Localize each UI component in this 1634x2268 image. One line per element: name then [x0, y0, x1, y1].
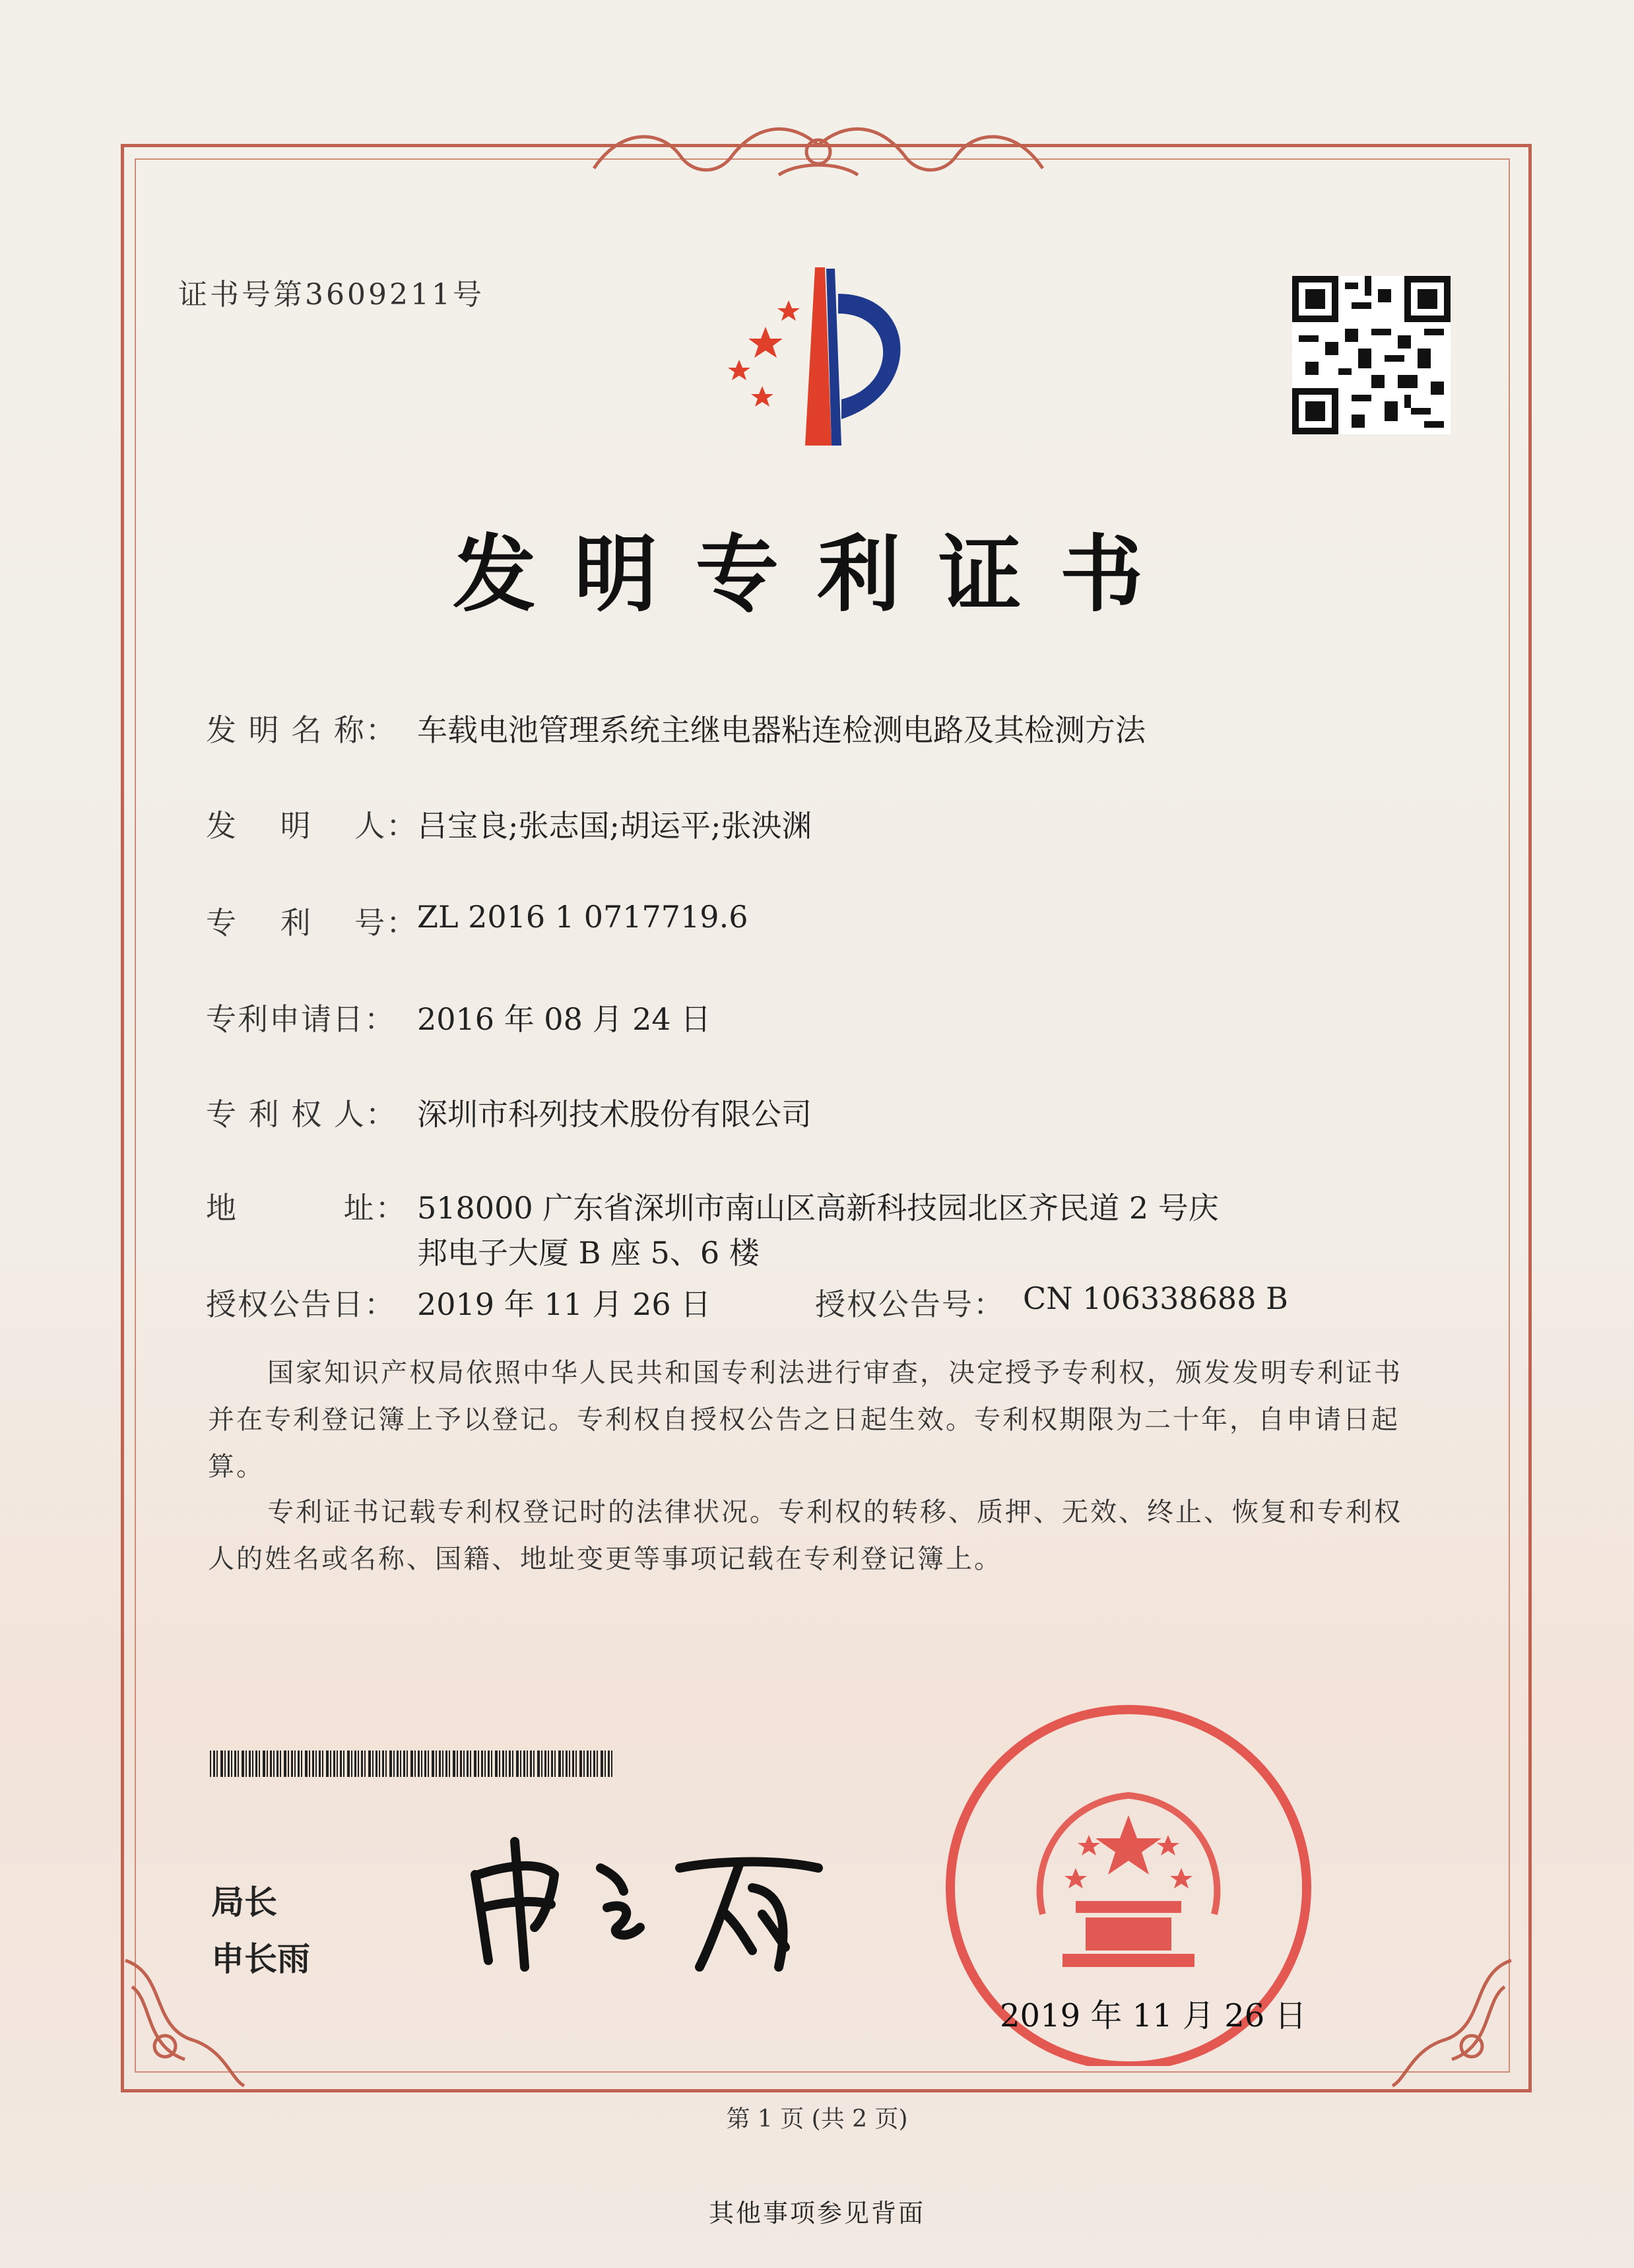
barcode-bar [457, 1751, 458, 1777]
barcode-bar [364, 1751, 366, 1777]
barcode-bar [389, 1751, 392, 1777]
barcode-bar [551, 1751, 553, 1777]
barcode-bar [273, 1751, 275, 1777]
barcode-bar [548, 1751, 549, 1777]
barcode-bar [453, 1751, 455, 1777]
barcode-bar [449, 1751, 450, 1777]
barcode-bar [436, 1751, 437, 1777]
barcode-bar [463, 1751, 465, 1777]
barcode-bar [601, 1751, 603, 1777]
barcode-bar [267, 1751, 268, 1777]
qr-code-icon [1292, 276, 1451, 434]
barcode-bar [428, 1751, 429, 1777]
barcode-bar [572, 1751, 574, 1777]
barcode-bar [277, 1751, 278, 1777]
barcode-bar [245, 1751, 247, 1777]
footer-note: 其他事项参见背面 [708, 2199, 925, 2228]
barcode-bar [238, 1751, 239, 1777]
invention-name-value: 车载电池管理系统主继电器粘连检测电路及其检测方法 [417, 712, 1146, 748]
barcode-bar [213, 1751, 215, 1777]
director-name: 申长雨 [211, 1940, 310, 1978]
barcode-bar [424, 1751, 426, 1777]
barcode-bar [605, 1751, 606, 1777]
address-line-2: 邦电子大厦 B 座 5、6 楼 [417, 1235, 760, 1271]
patent-number-value: ZL 2016 1 0717719.6 [417, 899, 748, 935]
barcode-bar [544, 1751, 546, 1777]
barcode-bar [445, 1751, 447, 1777]
application-date-value: 2016 年 08 月 24 日 [417, 1001, 711, 1037]
top-ornament-icon [581, 116, 1056, 191]
barcode-bar [259, 1751, 260, 1777]
barcode-bar [554, 1751, 556, 1777]
inventors-label: 发 明 人： [206, 808, 418, 844]
barcode-bar [330, 1751, 331, 1777]
barcode-bar [326, 1751, 329, 1777]
barcode-bar [312, 1751, 314, 1777]
page-indicator: 第 1 页 (共 2 页) [726, 2106, 908, 2133]
invention-name-label: 发 明 名 称： [206, 712, 397, 748]
inventors-value: 吕宝良;张志国;胡运平;张泱渊 [417, 808, 812, 844]
barcode-bar [421, 1751, 422, 1777]
barcode-bar [470, 1751, 471, 1777]
barcode-bar [270, 1751, 272, 1777]
barcode-bar [410, 1751, 413, 1777]
barcode-bar [474, 1751, 476, 1777]
barcode-icon [210, 1751, 616, 1777]
corner-ornament-icon [1379, 1947, 1524, 2092]
barcode-bar [527, 1751, 528, 1777]
body-text [208, 1350, 1416, 1490]
body-paragraph-1: 国家知识产权局依照中华人民共和国专利法进行审查，决定授予专利权，颁发发明专利证书并在专利登记簿上予以登记。专利权自授权公告之日起生效。专利权期限为二十年，自申请日起算。 [208, 1358, 1402, 1482]
seal-date: 2019 年 11 月 26 日 [1000, 1997, 1307, 2034]
certificate-number: 证书号第3609211号 [178, 278, 484, 312]
barcode-bar [376, 1751, 377, 1777]
barcode-bar [506, 1751, 507, 1777]
barcode-bar [432, 1751, 434, 1777]
barcode-bar [333, 1751, 335, 1777]
barcode-bar [288, 1751, 289, 1777]
barcode-bar [583, 1751, 585, 1777]
barcode-bar [407, 1751, 408, 1777]
barcode-bar [224, 1751, 226, 1777]
barcode-bar [611, 1751, 612, 1777]
barcode-bar [242, 1751, 244, 1777]
barcode-bar [541, 1751, 542, 1777]
patentee-label: 专 利 权 人： [206, 1096, 397, 1132]
barcode-bar [315, 1751, 317, 1777]
barcode-bar [231, 1751, 232, 1777]
barcode-bar [228, 1751, 230, 1777]
body-paragraph-2: 专利证书记载专利权登记时的法律状况。专利权的转移、质押、无效、终止、恢复和专利权人的姓名或名称、国籍、地址变更等事项记载在专利登记簿上。 [208, 1497, 1402, 1574]
barcode-bar [347, 1751, 350, 1777]
barcode-bar [569, 1751, 570, 1777]
barcode-bar [340, 1751, 342, 1777]
barcode-bar [558, 1751, 561, 1777]
barcode-bar [252, 1751, 253, 1777]
barcode-bar [210, 1751, 211, 1777]
barcode-bar [294, 1751, 296, 1777]
cnipa-logo-icon [700, 261, 937, 452]
barcode-bar [414, 1751, 416, 1777]
barcode-bar [319, 1751, 321, 1777]
barcode-bar [309, 1751, 310, 1777]
barcode-bar [305, 1751, 308, 1777]
barcode-bar [579, 1751, 582, 1777]
application-date-label: 专利申请日： [206, 1001, 396, 1037]
barcode-bar [491, 1751, 492, 1777]
grant-number-value: CN 106338688 B [1023, 1281, 1288, 1316]
barcode-bar [379, 1751, 380, 1777]
body-text [208, 1489, 1416, 1583]
barcode-bar [562, 1751, 564, 1777]
barcode-bar [301, 1751, 302, 1777]
barcode-bar [478, 1751, 479, 1777]
barcode-bar [495, 1751, 498, 1777]
barcode-bar [361, 1751, 363, 1777]
barcode-bar [530, 1751, 532, 1777]
barcode-bar [291, 1751, 293, 1777]
barcode-bar [249, 1751, 251, 1777]
address-label: 地 址： [206, 1190, 407, 1226]
patent-number-label: 专 利 号： [206, 905, 418, 941]
barcode-bar [509, 1751, 511, 1777]
barcode-bar [597, 1751, 598, 1777]
barcode-bar [537, 1751, 540, 1777]
barcode-bar [263, 1751, 265, 1777]
barcode-bar [593, 1751, 595, 1777]
barcode-bar [280, 1751, 281, 1777]
barcode-bar [382, 1751, 384, 1777]
barcode-bar [460, 1751, 462, 1777]
barcode-bar [442, 1751, 443, 1777]
barcode-bar [587, 1751, 589, 1777]
barcode-bar [566, 1751, 568, 1777]
barcode-bar [608, 1751, 610, 1777]
barcode-bar [343, 1751, 344, 1777]
barcode-bar [393, 1751, 395, 1777]
barcode-bar [418, 1751, 420, 1777]
barcode-bar [397, 1751, 399, 1777]
barcode-bar [220, 1751, 223, 1777]
grant-date-label: 授权公告日： [206, 1286, 396, 1322]
barcode-bar [533, 1751, 535, 1777]
barcode-bar [354, 1751, 356, 1777]
barcode-bar [400, 1751, 401, 1777]
barcode-bar [403, 1751, 405, 1777]
director-title: 局长 [211, 1883, 277, 1921]
barcode-bar [368, 1751, 371, 1777]
barcode-bar [481, 1751, 483, 1777]
barcode-bar [439, 1751, 441, 1777]
barcode-bar [284, 1751, 286, 1777]
barcode-bar [385, 1751, 387, 1777]
barcode-bar [298, 1751, 300, 1777]
barcode-bar [512, 1751, 513, 1777]
barcode-bar [255, 1751, 257, 1777]
barcode-bar [575, 1751, 577, 1777]
barcode-bar [216, 1751, 218, 1777]
patentee-value: 深圳市科列技术股份有限公司 [417, 1096, 812, 1132]
barcode-bar [502, 1751, 504, 1777]
grant-date-value: 2019 年 11 月 26 日 [417, 1286, 711, 1322]
certificate-title: 发明专利证书 [453, 526, 1181, 623]
barcode-bar [590, 1751, 591, 1777]
barcode-bar [523, 1751, 525, 1777]
barcode-bar [322, 1751, 323, 1777]
barcode-bar [234, 1751, 236, 1777]
barcode-bar [488, 1751, 490, 1777]
grant-number-label: 授权公告号： [815, 1286, 1005, 1322]
barcode-bar [520, 1751, 521, 1777]
barcode-bar [372, 1751, 374, 1777]
barcode-bar [467, 1751, 469, 1777]
signature-icon [462, 1828, 832, 1974]
barcode-bar [351, 1751, 352, 1777]
barcode-bar [499, 1751, 500, 1777]
barcode-bar [337, 1751, 338, 1777]
address-line-1: 518000 广东省深圳市南山区高新科技园北区齐民道 2 号庆 [417, 1190, 1219, 1226]
barcode-bar [358, 1751, 359, 1777]
barcode-bar [516, 1751, 519, 1777]
barcode-bar [484, 1751, 486, 1777]
